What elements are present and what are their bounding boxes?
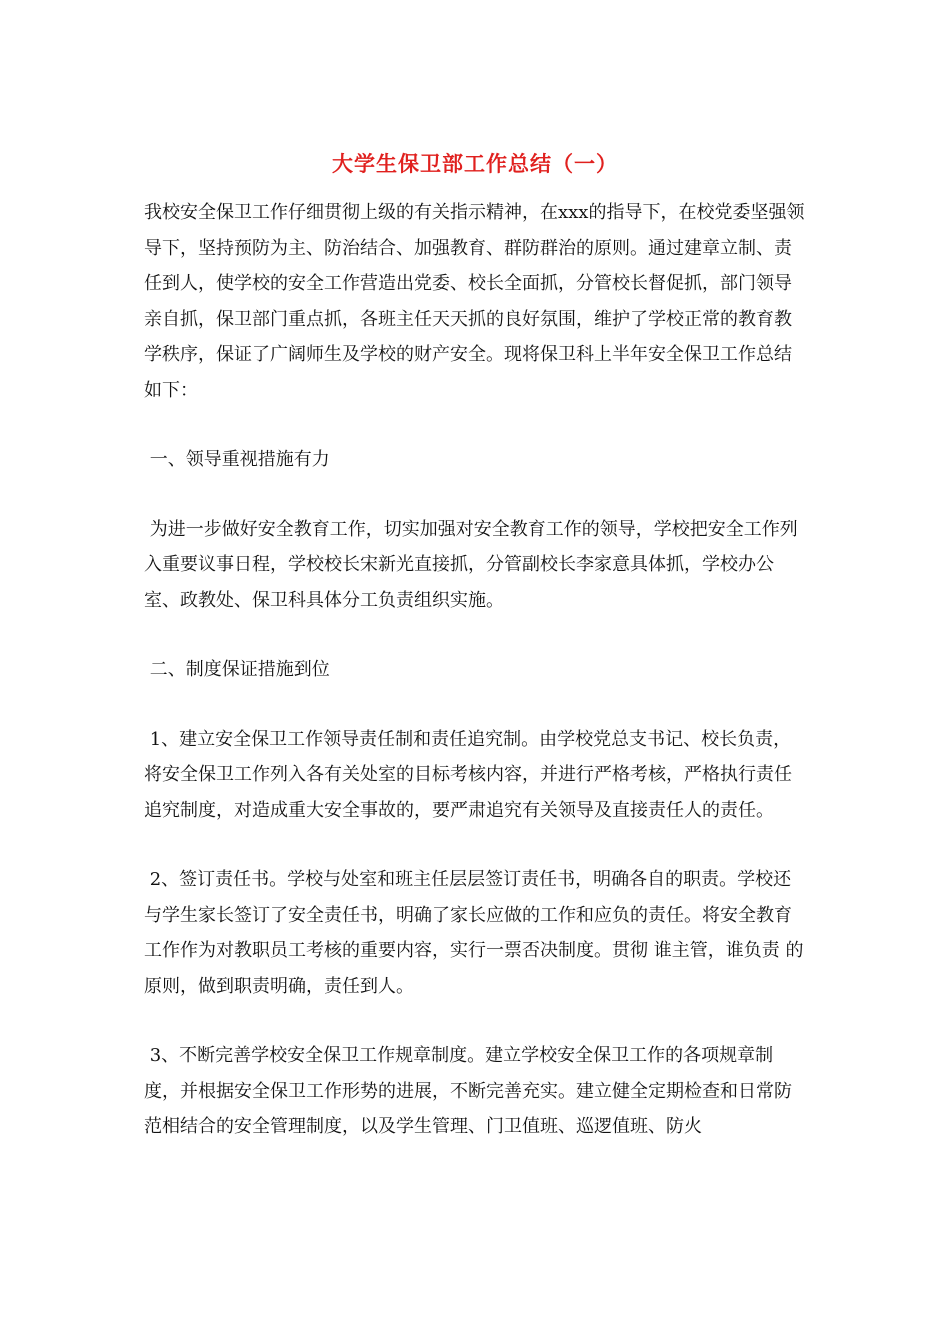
paragraph-gap [144,478,806,512]
paragraph-gap [144,408,806,442]
document-body [144,195,806,1145]
section-2-item-3: 3、不断完善学校安全保卫工作规章制度。建立学校安全保卫工作的各项规章制度，并根据安全保卫工作形势的进展，不断完善充实。建立健全定期检查和日常防范相结合的安全管理制度，以及学生管理、门卫值班、巡逻值班、防火 [144,1045,792,1137]
paragraph-gap [144,618,806,652]
paragraph-gap [144,1004,806,1038]
section-2-item-1: 1、建立安全保卫工作领导责任制和责任追究制。由学校党总支书记、校长负责，将安全保卫工作列入各有关处室的目标考核内容，并进行严格考核，严格执行责任追究制度，对造成重大安全事故的，要严肃追究有关领导及直接责任人的责任。 [144,728,792,821]
section-heading-1: 一、领导重视措施有力 [144,449,330,470]
section-2-item-2: 2、签订责任书。学校与处室和班主任层层签订责任书，明确各自的职责。学校还与学生家长签订了安全责任书，明确了家长应做的工作和应负的责任。将安全教育工作作为对教职员工考核的重要内容，实行一票否决制度。贯彻 谁主管，谁负责 的原则，做到职责明确，责任到人。 [144,869,804,997]
section-1-paragraph: 为进一步做好安全教育工作，切实加强对安全教育工作的领导，学校把安全工作列入重要议事日程，学校校长宋新光直接抓，分管副校长李家意具体抓，学校办公室、政教处、保卫科具体分工负责组织实施。 [144,518,798,611]
intro-paragraph: 我校安全保卫工作仔细贯彻上级的有关指示精神，在xxx的指导下，在校党委坚强领导下，坚持预防为主、防治结合、加强教育、群防群治的原则。通过建章立制、责任到人，使学校的安全工作营造出党委、校长全面抓，分管校长督促抓，部门领导亲自抓，保卫部门重点抓，各班主任天天抓的良好氛围，维护了学校正常的教育教学秩序，保证了广阔师生及学校的财产安全。现将保卫科上半年安全保卫工作总结如下： [144,202,805,401]
paragraph-gap [144,828,806,862]
section-heading-2: 二、制度保证措施到位 [144,659,330,680]
document-title: 大学生保卫部工作总结（一） [332,152,618,176]
paragraph-gap [144,688,806,722]
